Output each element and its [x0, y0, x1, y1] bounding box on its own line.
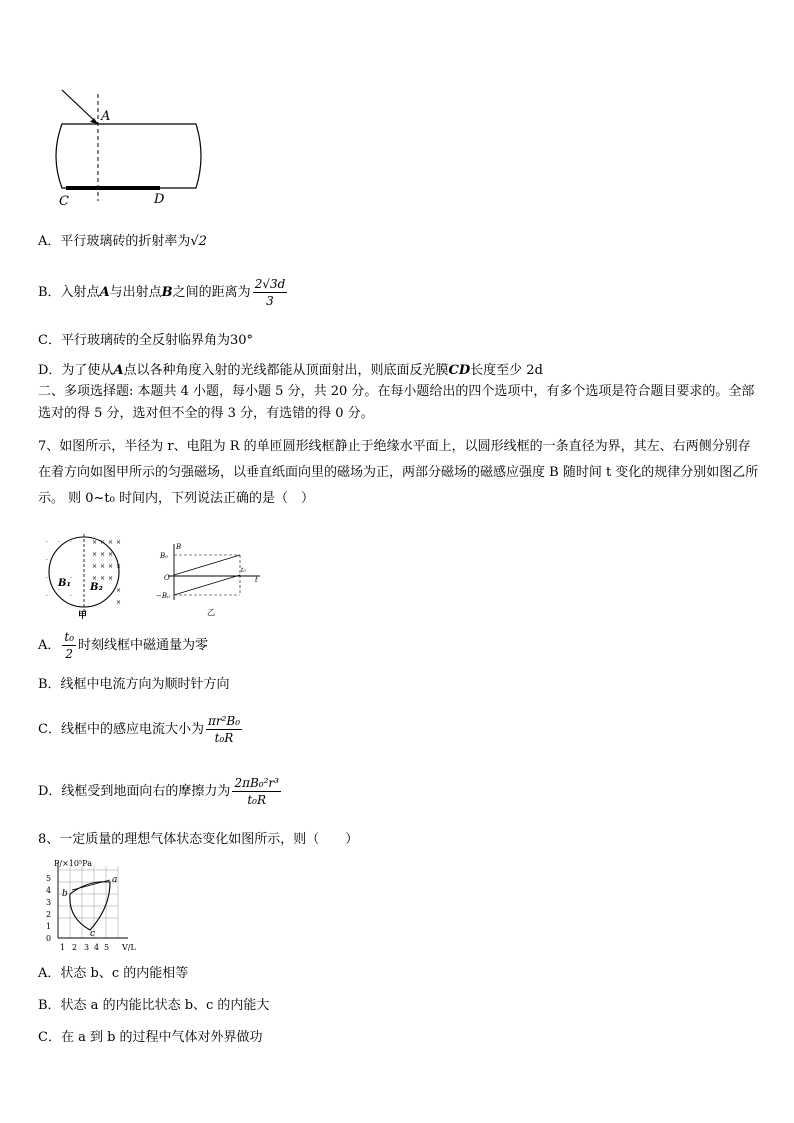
- glass-slab-figure: [44, 86, 204, 211]
- svg-text:·: ·: [58, 539, 60, 546]
- label-B2: B₂: [90, 582, 103, 593]
- svg-text:×: ×: [92, 551, 98, 558]
- svg-text:×: ×: [116, 563, 122, 570]
- label-B1: B₁: [58, 578, 71, 589]
- svg-text:×: ×: [116, 539, 122, 546]
- svg-text:×: ×: [92, 575, 98, 582]
- y-tick: 4: [46, 886, 52, 895]
- caption-jia: 甲: [78, 611, 88, 619]
- label-A: A: [101, 109, 111, 124]
- svg-text:×: ×: [100, 551, 106, 558]
- q7-option-a: A． $\frac{\text{t₀}}{2}$ 时刻线框中磁通量为零: [38, 630, 209, 661]
- svg-text:×: ×: [100, 563, 106, 570]
- svg-text:·: ·: [70, 575, 72, 582]
- svg-text:·: ·: [58, 587, 60, 594]
- x-tick: 2: [72, 943, 78, 952]
- bt-graph-figure: [152, 540, 267, 620]
- fraction: $\frac{\text{t₀}}{2}$: [64, 630, 75, 661]
- y-tick: 0: [46, 934, 52, 943]
- fraction: $\frac{\text{πr²B₀}}{\text{t₀R}}$: [207, 714, 241, 745]
- tick-t0: t₀: [241, 567, 246, 574]
- q8-option-a: A．状态 b、c 的内能相等: [38, 966, 189, 981]
- fraction: $\frac{\text{2πB₀²r³}}{\text{t₀R}}$: [234, 776, 279, 807]
- svg-text:·: ·: [46, 539, 48, 546]
- q7-option-b: B．线框中电流方向为顺时针方向: [38, 677, 230, 692]
- svg-text:×: ×: [100, 539, 106, 546]
- q7-stem: 7、如图所示，半径为 r、电阻为 R 的单匝圆形线框静止于绝缘水平面上，以圆形线框的一条直径为界，其左、右两侧分别存在着方向如图甲所示的匀强磁场，以垂直纸面向里的磁场为正，两部分磁场的磁感应强度 B 随时间 t 变化的规律分别如图乙所示。 则 0~t₀ 时间内，下列说法正确的是（ ）: [38, 439, 759, 506]
- svg-text:·: ·: [70, 539, 72, 546]
- svg-text:×: ×: [116, 587, 122, 594]
- svg-text:×: ×: [108, 539, 114, 546]
- x-tick: 4: [94, 943, 100, 952]
- q6-option-d: D．为了使从A点以各种角度入射的光线都能从顶面射出，则底面反光膜CD长度至少 2d: [38, 363, 543, 378]
- circle-field-figure: [40, 534, 130, 619]
- svg-text:×: ×: [92, 563, 98, 570]
- x-tick: 3: [84, 943, 90, 952]
- svg-text:×: ×: [116, 599, 122, 606]
- axis-B: B: [176, 543, 182, 551]
- section-2-heading: 二、多项选择题: 本题共 4 小题，每小题 5 分，共 20 分。在每小题给出的四个选项中，有多个选项是符合题目要求的。全部选对的得 5 分，选对但不全的得 3 分，有选错的得 0 分。: [38, 384, 755, 421]
- point-b: b: [62, 889, 68, 899]
- point-a: a: [112, 875, 118, 885]
- axis-t: t: [255, 576, 258, 584]
- svg-text:×: ×: [108, 575, 114, 582]
- svg-text:×: ×: [108, 563, 114, 570]
- x-tick: 1: [60, 943, 66, 952]
- origin-O: O: [164, 574, 170, 582]
- y-tick: 5: [46, 874, 52, 883]
- q7-option-c: C．线框中的感应电流大小为 $\frac{\text{πr²B₀}}{\text{t₀R}}$: [38, 714, 241, 745]
- tick-neg-B0: −B₀: [156, 592, 170, 600]
- q6-option-c: C．平行玻璃砖的全反射临界角为30°: [38, 333, 253, 348]
- svg-text:×: ×: [100, 575, 106, 582]
- axis-ylabel: P/×10⁵Pa: [54, 859, 92, 868]
- y-tick: 2: [46, 910, 52, 919]
- tick-B0: B₀: [160, 552, 168, 560]
- point-c: c: [90, 929, 96, 939]
- svg-text:·: ·: [46, 557, 48, 564]
- q7-option-d: D．线框受到地面向右的摩擦力为 $\frac{\text{2πB₀²r³}}{\text{t₀R}}$: [38, 776, 279, 807]
- q8-option-c: C．在 a 到 b 的过程中气体对外界做功: [38, 1030, 263, 1045]
- pv-graph-figure: [38, 858, 148, 956]
- q6-option-b: B．入射点A与出射点B之间的距离为 $\frac{2√3d}{3}$: [38, 277, 286, 308]
- label-C: C: [59, 194, 69, 209]
- label-D: D: [154, 192, 165, 207]
- x-tick: 5: [104, 943, 110, 952]
- axis-xlabel: V/L: [122, 943, 136, 952]
- caption-yi: 乙: [207, 608, 215, 617]
- svg-text:×: ×: [108, 551, 114, 558]
- y-tick: 1: [46, 922, 52, 931]
- q6-option-a: A．平行玻璃砖的折射率为√2: [38, 234, 207, 249]
- svg-text:·: ·: [46, 575, 48, 582]
- svg-text:×: ×: [92, 539, 98, 546]
- svg-text:·: ·: [46, 593, 48, 600]
- svg-text:·: ·: [70, 593, 72, 600]
- y-tick: 3: [46, 898, 52, 907]
- fraction: $\frac{2√3d}{3}$: [254, 277, 286, 308]
- q8-option-b: B．状态 a 的内能比状态 b、c 的内能大: [38, 998, 270, 1013]
- q8-stem: 8、一定质量的理想气体状态变化如图所示，则（ ）: [38, 832, 359, 847]
